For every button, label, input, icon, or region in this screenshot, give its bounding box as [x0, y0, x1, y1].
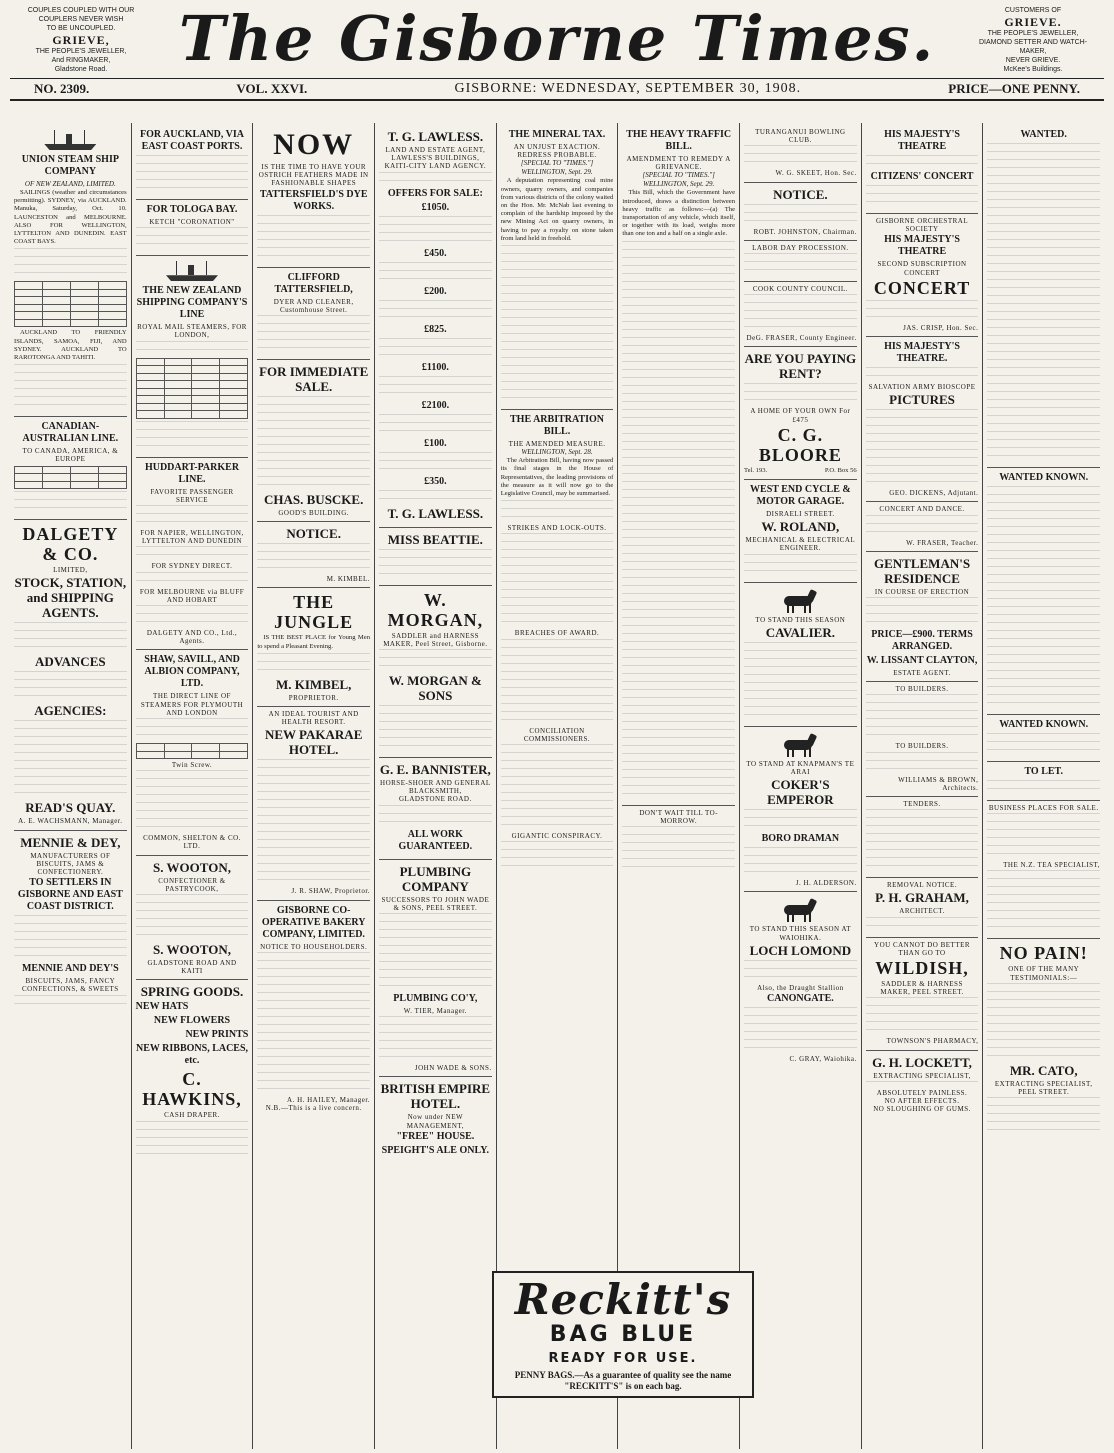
advert-subheading: DeG. FRASER, County Engineer. — [746, 334, 857, 343]
advert-subheading: NO SLOUGHING OF GUMS. — [873, 1105, 971, 1114]
bioscope-advert — [866, 337, 979, 502]
article-subheadline: CONCILIATION COMMISSIONERS. — [523, 726, 591, 743]
advert-heading: WILDISH, — [875, 958, 969, 979]
advert-subheading: SADDLER and HARNESS MAKER, Peel Street, Gisborne. — [383, 631, 488, 648]
advert-subheading: GISBORNE ORCHESTRAL SOCIETY — [875, 217, 969, 234]
ear-line: CUSTOMERS OF — [1004, 7, 1062, 14]
advert-heading: MENNIE & DEY, — [20, 834, 121, 850]
advert-heading: READ'S QUAY. — [25, 800, 116, 816]
advert-heading: SPEIGHT'S ALE ONLY. — [381, 1144, 490, 1156]
advert-subheading: W. TIER, Manager. — [403, 1007, 467, 1016]
column-3 — [252, 123, 374, 1449]
ear-line: NEVER GRIEVE. — [1005, 57, 1061, 64]
advert-heading: CANADIAN-AUSTRALIAN LINE. — [22, 421, 119, 445]
advert-subheading: ROBT. JOHNSTON, Chairman. — [753, 227, 857, 236]
advert-subheading: AN IDEAL TOURIST AND HEALTH RESORT. — [268, 710, 359, 727]
advert-heading: SPRING GOODS. — [140, 984, 244, 1000]
column-1 — [10, 123, 131, 1449]
advert-subheading: COOK COUNTY COUNCIL. — [752, 285, 848, 294]
article-dateline: WELLINGTON, Sept. 28. — [521, 448, 593, 457]
advert-subheading: LIMITED, — [53, 566, 88, 575]
british-empire-hotel-advert — [379, 1077, 492, 1162]
article-subheadline: REDRESS PROBABLE. — [517, 151, 597, 160]
loch-lomond-advert — [744, 892, 857, 1067]
place-and-date: GISBORNE: WEDNESDAY, SEPTEMBER 30, 1908. — [454, 81, 802, 96]
arbitration-bill-article — [501, 410, 614, 877]
morgan-saddler-advert — [379, 586, 492, 758]
advert-heading: THE JUNGLE — [274, 592, 354, 633]
advert-heading: BRITISH EMPIRE HOTEL. — [380, 1081, 491, 1112]
advert-subheading: A. H. HAILEY, Manager. — [287, 1095, 371, 1104]
wooton-advert — [136, 856, 249, 981]
advert-heading: DALGETY & CO. — [22, 524, 119, 565]
cooperative-bakery-advert — [257, 901, 370, 1117]
bowling-club-advert — [744, 125, 857, 183]
article-body: The Arbitration Bill, having now passed its final stages in the House of Representatives, the leading provisions of the measure as it will now go to the Legislative Council, may be summarised. — [500, 457, 614, 498]
advert-subheading: ESTATE AGENT. — [893, 669, 951, 678]
advert-heading: CAVALIER. — [765, 624, 835, 640]
labor-day-advert — [744, 241, 857, 282]
masthead — [10, 0, 1104, 79]
cook-county-advert — [744, 282, 857, 347]
advert-heading: W. LISSANT CLAYTON, — [866, 655, 978, 667]
article-subheadline: STRIKES AND LOCK-OUTS. — [507, 524, 607, 533]
dalgety-advert — [14, 520, 127, 830]
column-4 — [374, 123, 496, 1449]
advert-subheading: MECHANICAL & ELECTRICAL ENGINEER. — [745, 536, 856, 553]
right-ear-advert — [972, 6, 1094, 74]
reckitts-brand: Reckitt's — [514, 1275, 732, 1324]
penny-bags-footer: PENNY BAGS.—As a guarantee of quality see the name "RECKITT'S" is on each bag. — [514, 1370, 732, 1391]
advert-heading: GISBORNE CO-OPERATIVE BAKERY COMPANY, LIMITED. — [261, 904, 366, 940]
property-price: £1050. — [421, 201, 450, 213]
reckitts-bag-blue-advert — [492, 1271, 754, 1398]
issue-number: NO. 2309. — [34, 81, 90, 96]
ear-line: And RINGMAKER, — [51, 57, 111, 64]
shaw-savill-advert — [136, 650, 249, 855]
article-subheadline: GIGANTIC CONSPIRACY. — [511, 832, 603, 841]
advert-heading: NOW — [273, 128, 355, 161]
article-dateline: WELLINGTON, Sept. 29. — [643, 180, 715, 189]
column-2 — [131, 123, 253, 1449]
advert-heading: TATTERSFIELD'S DYE WORKS. — [259, 188, 368, 212]
advert-subheading: W. G. SKEET, Hon. Sec. — [775, 169, 857, 178]
advert-subheading: THE DIRECT LINE OF STEAMERS FOR PLYMOUTH AND LONDON — [140, 692, 244, 717]
advert-heading: FOR AUCKLAND, VIA EAST COAST PORTS. — [140, 129, 244, 152]
section-heading: BUSINESS PLACES FOR SALE. — [988, 804, 1099, 812]
advert-heading: ALL WORK GUARANTEED. — [398, 828, 473, 852]
ear-line: McKee's Buildings. — [1003, 66, 1063, 73]
advert-heading: SHAW, SAVILL, AND ALBION COMPANY, LTD. — [144, 654, 240, 690]
article-credit: [SPECIAL TO "TIMES."] — [642, 171, 715, 180]
removal-notice-advert — [866, 878, 979, 937]
advert-subheading: ROYAL MAIL STEAMERS, FOR LONDON, — [137, 323, 247, 340]
advert-subheading: LAND AND ESTATE AGENT, — [385, 146, 486, 154]
tenders-advert — [866, 797, 979, 878]
advert-heading: PLUMBING CO'Y, — [393, 993, 478, 1005]
advert-heading: MR. CATO, — [1009, 1062, 1078, 1078]
huddart-parker-advert — [136, 458, 249, 651]
wanted-known-classifieds — [987, 468, 1100, 715]
volume-number: VOL. XXVI. — [236, 81, 308, 96]
advert-subheading: WILLIAMS & BROWN, Architects. — [898, 775, 979, 792]
lockett-dentist-advert — [866, 1051, 979, 1118]
advert-subheading: ABSOLUTELY PAINLESS. — [876, 1088, 968, 1097]
advert-heading: W. MORGAN, — [387, 589, 484, 630]
advert-body: AUCKLAND TO FRIENDLY ISLANDS, SAMOA, FIJI, AND SYDNEY. AUCKLAND TO RAROTONGA AND TAHITI. — [14, 329, 127, 362]
tologa-bay-advert — [136, 200, 249, 256]
bag-blue-product: BAG BLUE — [549, 1322, 697, 1347]
no-pain-advert — [987, 939, 1100, 1141]
advert-heading: G. E. BANNISTER, — [379, 762, 491, 778]
advert-heading: CITIZENS' CONCERT — [870, 171, 974, 182]
article-headline: THE HEAVY TRAFFIC BILL. — [626, 129, 732, 152]
paying-rent-advert — [744, 347, 857, 480]
ear-line: COUPLES COUPLED WITH OUR — [27, 7, 135, 14]
advert-heading: T. G. LAWLESS. — [387, 129, 484, 144]
column-8 — [861, 123, 983, 1449]
advert-subheading: DYER AND CLEANER, Customhouse Street. — [273, 297, 354, 314]
ear-line: COUPLERS NEVER WISH — [38, 16, 124, 23]
advert-heading: BORO DRAMAN — [761, 833, 840, 845]
advert-heading: C. G. BLOORE — [758, 424, 842, 465]
plumbing-company-advert — [379, 860, 492, 1078]
cokers-emperor-advert — [744, 727, 857, 893]
section-heading: WANTED. — [1020, 129, 1067, 140]
wildish-saddler-advert — [866, 938, 979, 1051]
advert-subheading: TOWNSON'S PHARMACY, — [886, 1037, 979, 1046]
steamship-illustration — [162, 261, 222, 283]
columns — [10, 123, 1104, 1449]
advert-subheading: CONFECTIONER & PASTRYCOOK, — [158, 876, 226, 893]
advert-subheading: REMOVAL NOTICE. — [886, 881, 958, 890]
advert-heading: G. H. LOCKETT, — [872, 1054, 972, 1070]
advert-subheading: FOR MELBOURNE via BLUFF AND HOBART — [139, 587, 245, 604]
advert-heading: "FREE" HOUSE. — [396, 1130, 475, 1142]
property-price: £1100. — [421, 361, 449, 373]
advert-heading: AGENCIES: — [34, 703, 107, 719]
gentlemans-residence-advert — [866, 552, 979, 682]
advert-subheading: TO STAND AT KNAPMAN'S TE ARAI — [746, 759, 855, 777]
advert-heading: OFFERS FOR SALE: — [387, 187, 483, 199]
article-dateline: WELLINGTON, Sept. 29. — [521, 168, 593, 177]
advert-subheading: FAVORITE PASSENGER SERVICE — [150, 487, 234, 504]
ostrich-feathers-advert — [257, 125, 370, 268]
advert-subheading: TO BUILDERS. — [895, 742, 949, 751]
advert-subheading: TO CANADA, AMERICA, & EUROPE — [22, 447, 119, 464]
advert-heading: S. WOOTON, — [153, 859, 231, 875]
advert-subheading: LABOR DAY PROCESSION. — [752, 243, 849, 252]
advert-subheading: J. R. SHAW, Proprietor. — [291, 887, 371, 896]
business-places-classifieds — [987, 801, 1100, 939]
advert-subheading: LAWLESS'S BUILDINGS, KAITI-CITY LAND AGENCY. — [384, 154, 487, 171]
advert-heading: HUDDART-PARKER LINE. — [144, 461, 240, 485]
property-price: £200. — [424, 285, 447, 297]
advert-subheading: JOHN WADE & SONS. — [414, 1064, 492, 1073]
canadian-sailings-table — [14, 466, 127, 490]
advert-heading: MENNIE AND DEY'S — [21, 963, 119, 975]
advert-subheading: KETCH "CORONATION" — [149, 218, 235, 226]
ear-line: THE PEOPLE'S JEWELLER, — [987, 30, 1079, 37]
advert-heading: THE NEW ZEALAND SHIPPING COMPANY'S LINE — [136, 285, 248, 321]
advert-heading: UNION STEAM SHIP COMPANY — [21, 154, 119, 177]
notice-advert — [744, 183, 857, 241]
jungle-advert — [257, 588, 370, 707]
advert-heading: CHAS. BUSCKE. — [264, 492, 364, 508]
advert-subheading: Also, the Draught Stallion — [757, 983, 844, 992]
advert-subheading: GLADSTONE ROAD. — [398, 795, 472, 804]
advert-heading: NEW HATS — [135, 1001, 189, 1013]
advert-subheading: YOU CANNOT DO BETTER THAN GO TO — [874, 940, 971, 957]
union-steam-ship-advert — [14, 125, 127, 417]
ear-line: TO BE UNCOUPLED. — [46, 25, 116, 32]
to-let-classifieds — [987, 762, 1100, 801]
section-heading: WANTED KNOWN. — [999, 719, 1089, 730]
advert-heading: ARE YOU PAYING RENT? — [744, 351, 857, 382]
left-ear-advert — [20, 6, 142, 74]
steamer-table — [136, 358, 249, 419]
advert-subheading: J. H. ALDERSON. — [795, 879, 857, 888]
advert-subheading: GEO. DICKENS, Adjutant. — [889, 489, 979, 498]
article-subheadline: AMENDMENT TO REMEDY A GRIEVANCE. — [626, 155, 731, 172]
advert-subheading: M. KIMBEL. — [326, 575, 371, 584]
advert-heading: LOCH LOMOND — [749, 942, 852, 958]
mennie-dey-advert — [14, 831, 127, 1015]
advert-heading: PRICE—£900. TERMS ARRANGED. — [871, 629, 973, 653]
advert-subheading: NO AFTER EFFECTS. — [884, 1097, 960, 1106]
canadian-australian-advert — [14, 417, 127, 520]
concert-dance-advert — [866, 502, 979, 551]
horse-illustration — [776, 897, 824, 923]
advert-heading: GENTLEMAN'S RESIDENCE — [874, 555, 971, 586]
advert-subheading: N.B.—This is a live concern. — [265, 1104, 362, 1113]
advert-heading: NOTICE. — [286, 526, 341, 542]
miss-beattie-advert — [379, 528, 492, 586]
immediate-sale-advert — [257, 360, 370, 522]
advert-subheading: COMMON, SHELTON & CO. LTD. — [143, 834, 241, 851]
advert-heading: P. H. GRAHAM, — [875, 890, 969, 906]
ear-heading: GRIEVE, — [52, 33, 110, 47]
column-6 — [617, 123, 739, 1449]
advert-heading: STOCK, STATION, and SHIPPING AGENTS. — [14, 575, 127, 621]
orchestral-society-advert — [866, 214, 979, 337]
sailings-table — [14, 281, 127, 327]
advert-heading: HIS MAJESTY'S THEATRE — [884, 234, 960, 258]
art-union-notice — [257, 522, 370, 588]
advert-subheading: IN COURSE OF ERECTION — [874, 587, 970, 596]
advert-subheading: JAS. CRISP, Hon. Sec. — [903, 323, 979, 332]
advert-heading: W. MORGAN & SONS — [388, 673, 482, 704]
advert-heading: S. WOOTON, — [153, 942, 231, 958]
advert-subheading: FOR SYDNEY DIRECT. — [151, 562, 233, 571]
advert-subheading: A. E. WACHSMANN, Manager. — [18, 817, 123, 826]
advert-heading: W. ROLAND, — [761, 519, 840, 535]
dateline — [10, 79, 1104, 101]
advert-subheading: W. FRASER, Teacher. — [906, 538, 979, 547]
advert-body: IS THE BEST PLACE for Young Men to spend a Pleasant Evening. — [257, 634, 371, 650]
advert-subheading: NOTICE TO HOUSEHOLDERS. — [260, 942, 368, 951]
column-7 — [739, 123, 861, 1449]
advert-heading: HIS MAJESTY'S THEATRE. — [884, 341, 960, 365]
article-headline: THE ARBITRATION BILL. — [510, 414, 605, 438]
advert-heading: PLUMBING COMPANY — [399, 863, 472, 894]
advert-subheading: MANUFACTURERS OF BISCUITS, JAMS & CONFECTIONERY. — [30, 851, 111, 876]
article-subheadline: AN UNJUST EXACTION. — [513, 143, 601, 151]
builders-advert — [866, 682, 979, 797]
newspaper-title: The Gisborne Times. — [178, 2, 936, 75]
advert-heading: NEW RIBBONS, LACES, etc. — [135, 1043, 249, 1067]
lawless-land-agent-advert — [379, 125, 492, 528]
ear-heading: GRIEVE. — [1004, 15, 1062, 29]
advert-subheading: A HOME OF YOUR OWN For £475 — [750, 407, 851, 424]
ear-line: MAKER, — [1019, 48, 1047, 55]
advert-heading: NEW FLOWERS — [153, 1015, 231, 1027]
advert-subheading: IS THE TIME TO HAVE YOUR OSTRICH FEATHERS MADE IN FASHIONABLE SHAPES — [258, 163, 369, 188]
advert-subheading: PROPRIETOR. — [288, 693, 339, 702]
dont-wait-article — [622, 806, 735, 878]
property-price: £825. — [424, 323, 447, 335]
advert-subheading: EXTRACTING SPECIALIST, — [873, 1071, 971, 1080]
nz-shipping-advert — [136, 256, 249, 457]
advert-heading: ADVANCES — [35, 654, 106, 670]
horse-illustration — [776, 732, 824, 758]
advert-heading: COKER'S EMPEROR — [767, 777, 834, 808]
advert-heading: T. G. LAWLESS. — [387, 505, 484, 521]
advert-subheading: THE N.Z. TEA SPECIALIST, — [1003, 861, 1101, 870]
clifford-tattersfield-advert — [257, 268, 370, 360]
property-price: £2100. — [421, 399, 450, 411]
advert-heading: WEST END CYCLE & MOTOR GARAGE. — [750, 484, 851, 508]
advert-heading: M. KIMBEL, — [275, 676, 352, 692]
hawkins-advert — [136, 980, 249, 1164]
advert-heading: CANONGATE. — [766, 993, 834, 1005]
advert-subheading: CASH DRAPER. — [164, 1111, 220, 1120]
advert-heading: HIS MAJESTY'S THEATRE — [884, 129, 960, 152]
advert-subheading: C. GRAY, Waiohika. — [789, 1055, 857, 1064]
article-headline: THE MINERAL TAX. — [508, 129, 606, 140]
section-heading: WANTED KNOWN. — [999, 472, 1089, 483]
advert-subheading: TO STAND THIS SEASON — [755, 615, 846, 624]
advert-subheading: TURANGANUI BOWLING CLUB. — [755, 128, 846, 145]
advert-subheading: OF NEW ZEALAND, LIMITED. — [24, 180, 116, 188]
price: PRICE—ONE PENNY. — [948, 81, 1080, 96]
advert-subheading: Now under NEW MANAGEMENT, — [406, 1113, 464, 1130]
advert-subheading: DALGETY AND CO., Ltd., Agents. — [146, 629, 238, 646]
advert-subheading: TO BUILDERS. — [895, 685, 949, 694]
ear-line: DIAMOND SETTER AND WATCH- — [978, 39, 1088, 46]
advert-subheading: BISCUITS, JAMS, FANCY CONFECTIONS, & SWEETS — [22, 977, 119, 994]
article-subheadline: DON'T WAIT TILL TO-MORROW. — [639, 808, 719, 825]
advert-subheading: SECOND SUBSCRIPTION CONCERT — [877, 260, 967, 277]
pakarae-hotel-advert — [257, 707, 370, 901]
auckland-sailing-advert — [136, 125, 249, 200]
property-price: £350. — [424, 475, 447, 487]
advert-subheading: ONE OF THE MANY TESTIMONIALS:— — [1008, 965, 1080, 982]
article-subheadline: BREACHES OF AWARD. — [514, 629, 600, 638]
article-body: A deputation representing coal mine owners, quarry owners, and companies from various districts of the colony waited on the Hon. Mr. McNab last evening to complain of the hardship imposed by the new Mining Act on quarry owners, in having to pay a royalty on stone taken from land held in freehold. — [500, 177, 614, 242]
advert-subheading: FOR NAPIER, WELLINGTON, LYTTELTON AND DUNEDIN — [140, 529, 244, 546]
advert-subheading: ARCHITECT. — [899, 907, 945, 916]
bannister-advert — [379, 758, 492, 860]
advert-subheading: SUCCESSORS TO JOHN WADE & SONS, PEEL STREET. — [381, 895, 490, 912]
steamship-illustration — [40, 130, 100, 152]
wanted-classifieds — [987, 125, 1100, 468]
advert-subheading: EXTRACTING SPECIALIST, PEEL STREET. — [994, 1079, 1093, 1097]
advert-heading: MISS BEATTIE. — [387, 531, 483, 547]
advert-subheading: DISRAELI STREET. — [766, 510, 835, 519]
advert-subheading: Twin Screw. — [171, 761, 213, 770]
advert-subheading: CONCERT AND DANCE. — [879, 505, 965, 514]
advert-heading: NOTICE. — [773, 186, 828, 202]
heavy-traffic-bill-article — [622, 125, 735, 806]
shaw-sailings-table — [136, 743, 249, 759]
bloore-contacts — [744, 467, 857, 475]
mineral-tax-article — [501, 125, 614, 410]
advert-heading: NEW PAKARAE HOTEL. — [264, 727, 363, 758]
ear-line: Gladstone Road. — [54, 66, 108, 73]
property-price: £100. — [424, 437, 447, 449]
advert-body: SAILINGS (weather and circumstances permitting). SYDNEY, via AUCKLAND. Manuka, Saturday, Oct. 10. LAUNCESTON and MELBOURNE. ALSO FOR WELLINGTON, LYTTELTON AND DUNEDIN. EAST COAST BAYS. — [14, 189, 127, 246]
advert-subheading: SADDLER & HARNESS MAKER, PEEL STREET. — [880, 980, 964, 997]
advert-heading: FOR TOLOGA BAY. — [146, 204, 238, 215]
advert-heading: PICTURES — [889, 392, 955, 408]
column-9 — [982, 123, 1104, 1449]
advert-heading: C. HAWKINS, — [142, 1069, 242, 1110]
advert-heading: FOR IMMEDIATE SALE. — [259, 364, 369, 395]
advert-subheading: SALVATION ARMY BIOSCOPE — [868, 383, 976, 392]
west-end-garage-advert — [744, 480, 857, 583]
advert-heading: CLIFFORD TATTERSFIELD, — [274, 271, 353, 295]
advert-subheading: TO STAND THIS SEASON AT WAIOHIKA. — [749, 925, 852, 942]
advert-subheading: HORSE-SHOER AND GENERAL BLACKSMITH, — [380, 779, 491, 796]
article-subheadline: THE AMENDED MEASURE. — [508, 440, 606, 449]
concert-heading: CONCERT — [873, 277, 971, 298]
section-heading: TO LET. — [1024, 766, 1063, 777]
ear-line: THE PEOPLE'S JEWELLER, — [35, 48, 127, 55]
advert-subheading: GOOD'S BUILDING. — [278, 509, 350, 518]
ready-for-use: READY FOR USE. — [548, 1351, 698, 1366]
advert-heading: TO SETTLERS IN GISBORNE AND EAST COAST DISTRICT. — [17, 877, 123, 913]
advert-heading: NO PAIN! — [999, 943, 1088, 964]
wanted-known-2 — [987, 715, 1100, 762]
telephone-number: Tel. 193. — [744, 466, 768, 474]
article-credit: [SPECIAL TO "TIMES."] — [520, 159, 594, 168]
horse-illustration — [776, 588, 824, 614]
cavalier-stallion-advert — [744, 583, 857, 727]
property-price: £450. — [424, 247, 447, 259]
article-body: This Bill, which the Government have introduced, draws a distinction between heavy traffic as follows:—(a) The transportation of any vehicle, which itself, or together with its load, weighs more than one ton and a half on a single axle. — [622, 189, 736, 238]
po-box: P.O. Box 56 — [824, 466, 857, 474]
advert-subheading: GLADSTONE ROAD AND KAITI — [147, 959, 237, 976]
column-5 — [496, 123, 618, 1449]
advert-heading: NEW PRINTS — [185, 1029, 249, 1041]
his-majestys-theatre-advert — [866, 125, 979, 214]
advert-subheading: TENDERS. — [903, 800, 941, 809]
